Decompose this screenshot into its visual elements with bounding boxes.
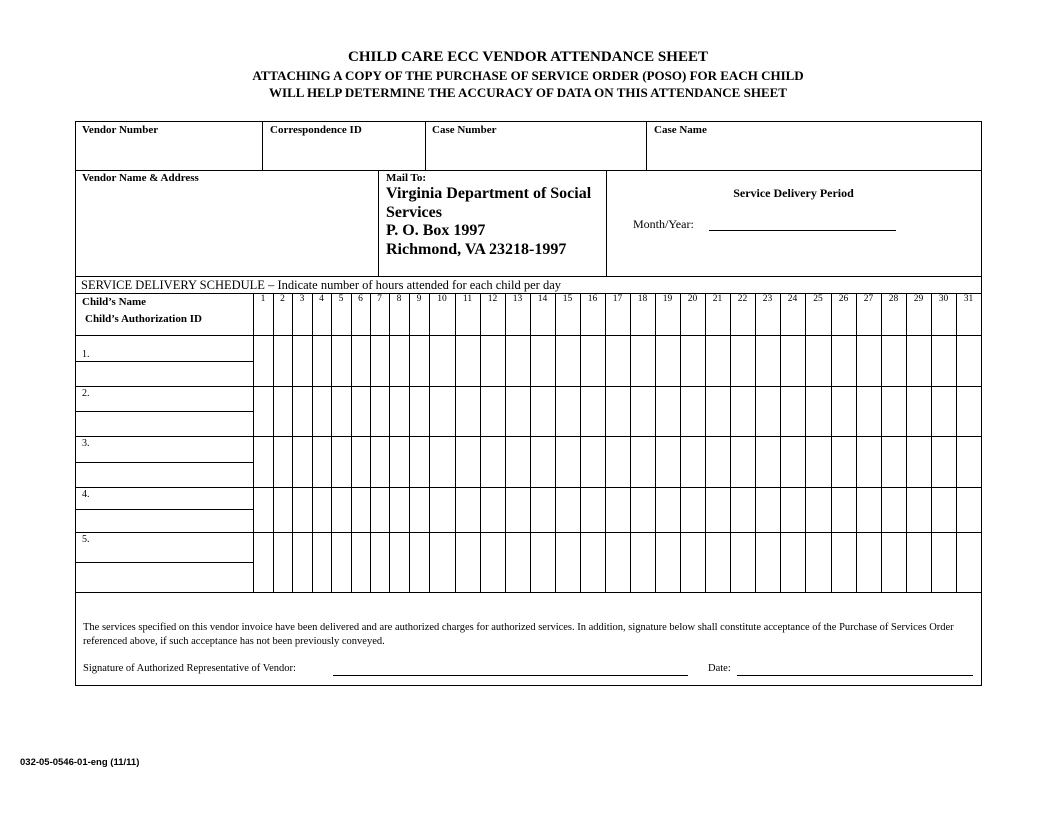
mail-to-address: [386, 185, 606, 259]
grid-row-line: [75, 386, 982, 387]
grid-row-line: [75, 532, 982, 533]
grid-column-line: [505, 293, 506, 592]
grid-column-line: [555, 293, 556, 592]
divider: [646, 121, 647, 170]
day-number: 7: [377, 294, 382, 304]
grid-column-line: [455, 293, 456, 592]
grid-column-line: [780, 293, 781, 592]
form-title: CHILD CARE ECC VENDOR ATTENDANCE SHEET: [348, 49, 708, 65]
grid-row-line: [75, 436, 982, 437]
day-number: 17: [612, 294, 623, 304]
day-number: 10: [437, 294, 447, 304]
child-row-number: 4.: [82, 489, 90, 500]
grid-column-line: [630, 293, 631, 592]
day-number: 31: [963, 294, 974, 304]
auth-id-line: [75, 562, 253, 563]
grid-column-line: [931, 293, 932, 592]
day-number: 21: [712, 294, 723, 304]
grid-column-line: [370, 293, 371, 592]
certification-text: The services specified on this vendor invoice have been delivered and are authorized charges for authorized services. In addition, signature below shall constitute acceptance of the Purchase of Services Order referenced above, if such acceptance has not been previously conveyed.: [83, 622, 954, 647]
grid-column-line: [480, 293, 481, 592]
day-number: 13: [512, 294, 523, 304]
auth-id-line: [75, 509, 253, 510]
schedule-heading: SERVICE DELIVERY SCHEDULE – Indicate number of hours attended for each child per day: [81, 278, 562, 292]
grid-column-line: [409, 293, 410, 592]
divider: [378, 170, 379, 276]
day-number: 8: [396, 294, 402, 304]
child-row-number: 5.: [82, 534, 90, 545]
grid-column-line: [881, 293, 882, 592]
day-number: 19: [662, 294, 673, 304]
grid-column-line: [253, 293, 254, 592]
child-row-number: 1.: [82, 349, 90, 360]
grid-column-line: [605, 293, 606, 592]
correspondence-id-label: Correspondence ID: [270, 124, 362, 136]
auth-id-line: [75, 462, 253, 463]
day-number: 3: [299, 294, 305, 304]
day-number: 22: [737, 294, 748, 304]
day-number: 23: [762, 294, 773, 304]
day-number: 25: [813, 294, 823, 304]
grid-column-line: [273, 293, 274, 592]
child-name-label: Child’s Name: [82, 296, 147, 308]
grid-row-line: [75, 487, 982, 488]
grid-row-line: [75, 335, 982, 336]
grid-column-line: [755, 293, 756, 592]
schedule-section: [75, 276, 982, 593]
grid-column-line: [805, 293, 806, 592]
grid-column-line: [351, 293, 352, 592]
day-number: 16: [587, 294, 598, 304]
signature-label: Signature of Authorized Representative of Vendor:: [83, 663, 296, 674]
grid-column-line: [655, 293, 656, 592]
vendor-number-label: Vendor Number: [82, 124, 159, 136]
case-number-label: Case Number: [432, 124, 497, 136]
day-number: 6: [358, 294, 363, 304]
case-name-label: Case Name: [654, 124, 707, 136]
grid-column-line: [429, 293, 430, 592]
day-number: 26: [838, 294, 849, 304]
form-subtitle-line2: WILL HELP DETERMINE THE ACCURACY OF DATA ON THIS ATTENDANCE SHEET: [269, 85, 787, 100]
vendor-name-address-label: Vendor Name & Address: [82, 172, 199, 184]
day-number: 30: [938, 294, 949, 304]
grid-column-line: [580, 293, 581, 592]
top-info-row: [75, 121, 982, 171]
grid-column-line: [705, 293, 706, 592]
grid-column-line: [312, 293, 313, 592]
auth-id-line: [75, 361, 253, 362]
mail-to-line3: P. O. Box 1997: [386, 222, 486, 239]
grid-column-line: [389, 293, 390, 592]
service-delivery-period-label: Service Delivery Period: [733, 186, 854, 200]
divider: [425, 121, 426, 170]
month-year-field[interactable]: [709, 230, 896, 231]
mail-to-label: Mail To:: [386, 172, 427, 184]
grid-column-line: [680, 293, 681, 592]
day-number: 14: [537, 294, 548, 304]
day-number: 29: [913, 294, 924, 304]
grid-column-line: [730, 293, 731, 592]
grid-column-line: [856, 293, 857, 592]
day-number: 15: [562, 294, 573, 304]
day-number: 2: [280, 294, 285, 304]
day-number: 28: [888, 294, 899, 304]
divider: [262, 121, 263, 170]
grid-column-line: [906, 293, 907, 592]
day-number: 24: [787, 294, 798, 304]
auth-id-line: [75, 411, 253, 412]
grid-column-line: [956, 293, 957, 592]
grid-column-line: [292, 293, 293, 592]
child-row-number: 3.: [82, 438, 90, 449]
signature-field[interactable]: [333, 675, 688, 676]
day-number: 27: [863, 294, 874, 304]
day-number: 20: [687, 294, 698, 304]
child-row-number: 2.: [82, 388, 90, 399]
grid-column-line: [831, 293, 832, 592]
mail-to-line4: Richmond, VA 23218-1997: [386, 240, 567, 258]
day-number: 11: [462, 294, 473, 304]
grid-column-line: [530, 293, 531, 592]
date-label: Date:: [708, 663, 731, 674]
day-number: 4: [319, 294, 324, 304]
day-number: 18: [637, 294, 648, 304]
grid-column-line: [331, 293, 332, 592]
form-subtitle-line1: ATTACHING A COPY OF THE PURCHASE OF SERVICE ORDER (POSO) FOR EACH CHILD: [252, 68, 804, 83]
mail-to-line1: Virginia Department of Social: [386, 185, 592, 202]
mail-to-line2: Services: [386, 203, 442, 221]
child-auth-id-label: Child’s Authorization ID: [85, 313, 202, 325]
day-number: 1: [260, 294, 266, 304]
month-year-label: Month/Year:: [633, 217, 694, 231]
form-id: 032-05-0546-01-eng (11/11): [20, 757, 140, 768]
day-number: 9: [416, 294, 422, 304]
day-number: 5: [338, 294, 344, 304]
day-number: 12: [487, 294, 498, 304]
date-field[interactable]: [737, 675, 973, 676]
